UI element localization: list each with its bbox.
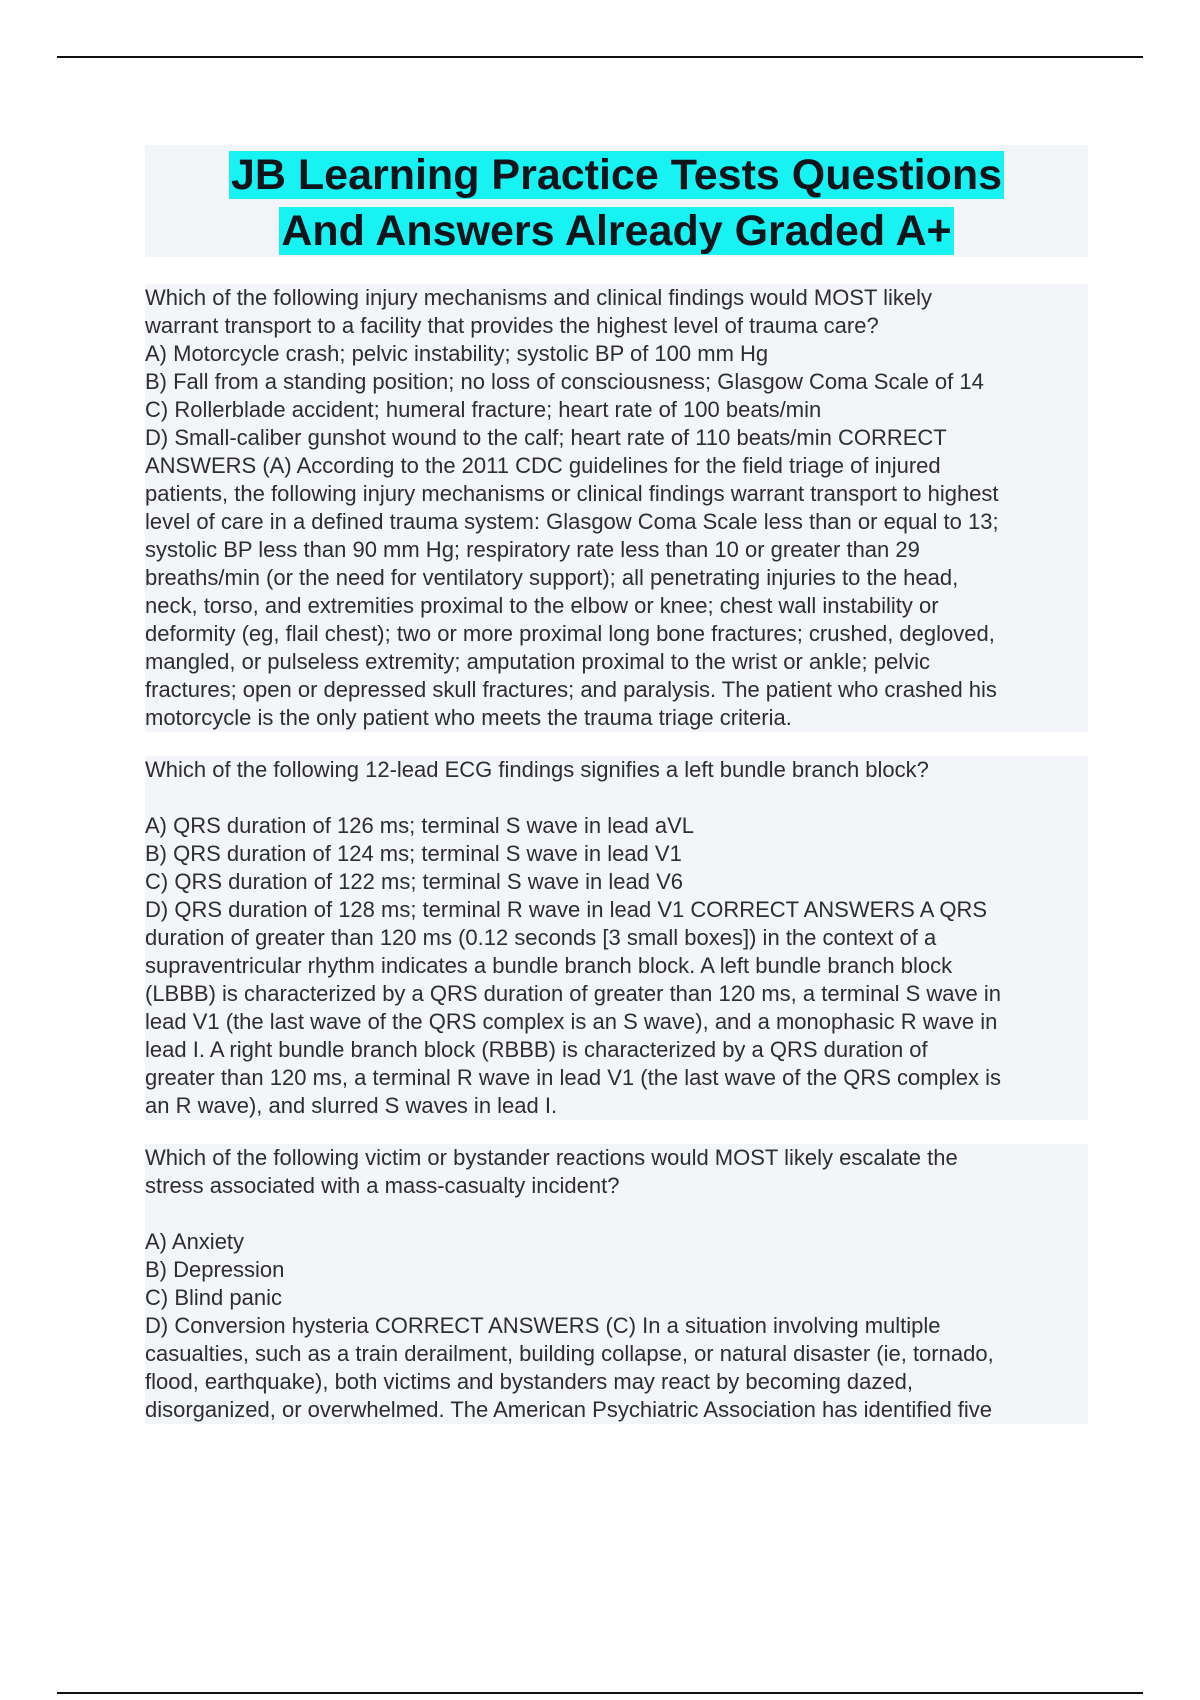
title-line-1: JB Learning Practice Tests Questions xyxy=(230,151,1003,199)
question-block-1: Which of the following injury mechanisms and clinical findings would MOST likely warrant transport to a facility that provides the highest level of trauma care? A) Motorcycle crash; pelvic instability; systolic BP of 100 mm Hg B) Fall from a standing position; no loss of consciousness; Glasgow Coma Scale of 14 C) Rollerblade accident; humeral fracture; heart rate of 100 beats/min D) Small-caliber gunshot wound to the calf; heart rate of 110 beats/min CORRECT ANSWERS (A) According to the 2011 CDC guidelines for the field triage of injured patients, the following injury mechanisms or clinical findings warrant transport to highest level of care in a defined trauma system: Glasgow Coma Scale less than or equal to 13; systolic BP less than 90 mm Hg; respiratory rate less than 10 or greater than 29 breaths/min (or the need for ventilatory support); all penetrating injuries to the head, neck, torso, and extremities proximal to the elbow or knee; chest wall instability or deformity (eg, flail chest); two or more proximal long bone fractures; crushed, degloved, mangled, or pulseless extremity; amputation proximal to the wrist or ankle; pelvic fractures; open or depressed skull fractures; and paralysis. The patient who crashed his motorcycle is the only patient who meets the trauma triage criteria. xyxy=(145,284,1088,732)
title-block xyxy=(145,145,1088,257)
question-block-3: Which of the following victim or bystander reactions would MOST likely escalate the stress associated with a mass-casualty incident? A) Anxiety B) Depression C) Blind panic D) Conversion hysteria CORRECT ANSWERS (C) In a situation involving multiple casualties, such as a train derailment, building collapse, or natural disaster (ie, tornado, flood, earthquake), both victims and bystanders may react by becoming dazed, disorganized, or overwhelmed. The American Psychiatric Association has identified five xyxy=(145,1144,1088,1424)
bottom-rule xyxy=(57,1692,1143,1694)
document-body xyxy=(145,284,1088,1424)
spacer xyxy=(145,732,1088,756)
top-rule xyxy=(57,56,1143,58)
title-line-2: And Answers Already Graded A+ xyxy=(281,207,952,255)
spacer xyxy=(145,1120,1088,1144)
page-title xyxy=(145,145,1088,259)
question-block-2: Which of the following 12-lead ECG findings signifies a left bundle branch block? A) QRS duration of 126 ms; terminal S wave in lead aVL B) QRS duration of 124 ms; terminal S wave in lead V1 C) QRS duration of 122 ms; terminal S wave in lead V6 D) QRS duration of 128 ms; terminal R wave in lead V1 CORRECT ANSWERS A QRS duration of greater than 120 ms (0.12 seconds [3 small boxes]) in the context of a supraventricular rhythm indicates a bundle branch block. A left bundle branch block (LBBB) is characterized by a QRS duration of greater than 120 ms, a terminal S wave in lead V1 (the last wave of the QRS complex is an S wave), and a monophasic R wave in lead I. A right bundle branch block (RBBB) is characterized by a QRS duration of greater than 120 ms, a terminal R wave in lead V1 (the last wave of the QRS complex is an R wave), and slurred S waves in lead I. xyxy=(145,756,1088,1120)
